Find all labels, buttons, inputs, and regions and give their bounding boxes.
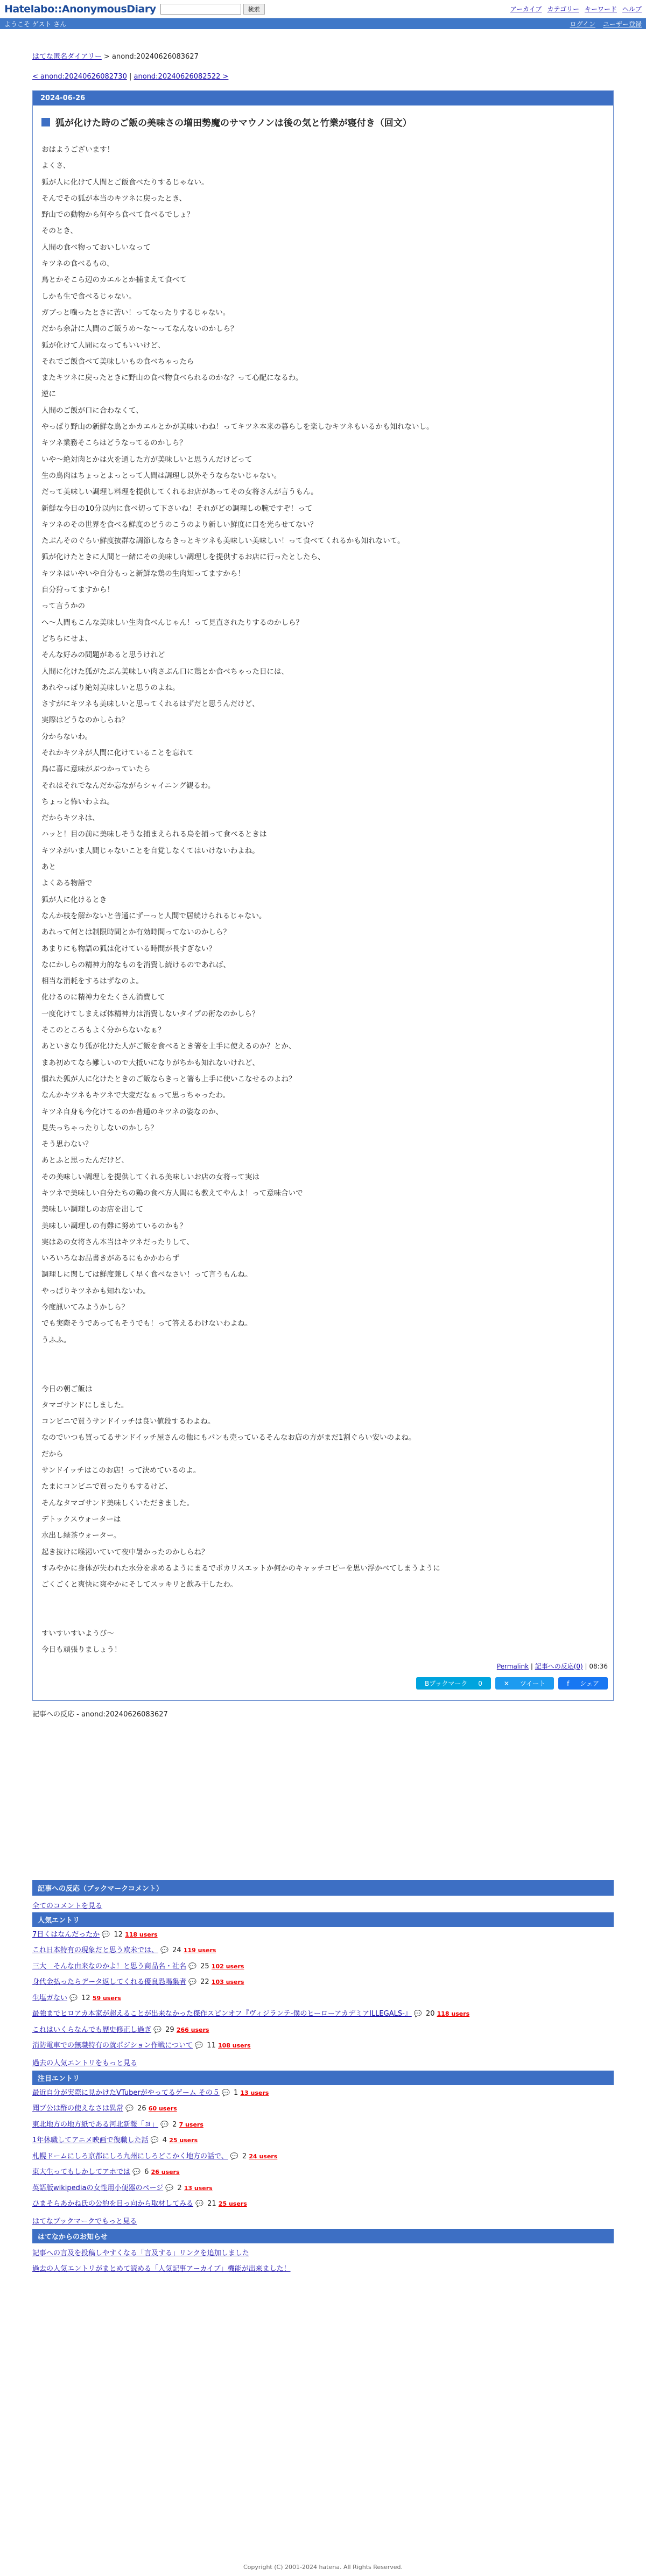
entry-line: ガブっと噛ったときに苦い！ってなったりするじゃない。 (41, 308, 230, 317)
entry-link[interactable]: 三大 そんな由来なのかよ！と思う商品名・社名 (32, 1962, 187, 1970)
entry-time: 08:36 (589, 1662, 608, 1670)
entry-date: 2024-06-26 (33, 91, 613, 105)
users-count[interactable]: 108 users (217, 2042, 251, 2050)
comment-count: 6 (144, 2168, 149, 2177)
entry-line: キツネ業務そこらはどうなってるのかしら？ (41, 439, 187, 448)
entry-line: キツネはいやいや自分もっと新鮮な鶏の生肉知ってますから！ (41, 569, 245, 578)
comment-icon: 💬 (102, 1930, 110, 1938)
entry-footer (33, 1658, 613, 1674)
users-count[interactable]: 118 users (437, 2010, 470, 2018)
entry-line: それかキツネが人間に化けていることを忘れて (41, 748, 194, 757)
popular-more (32, 2054, 614, 2071)
comment-icon: 💬 (195, 2042, 203, 2050)
entry-line: キツネの食べるもの、 (41, 259, 114, 269)
entry-line: その美味しい調理しを提供してくれる美味しいお店の女将って実は (41, 1172, 259, 1181)
notices-list (32, 2243, 614, 2277)
permalink-link[interactable]: Permalink (496, 1662, 529, 1670)
users-count[interactable]: 118 users (125, 1931, 158, 1938)
entry-line: うふふ。 (41, 1335, 71, 1345)
entry-line: 鳥に喜に意味がぶつかっていたら (41, 765, 151, 774)
entry-line: 狐が化けて人間になってもいいけど、 (41, 341, 165, 350)
entry-line: 狐が人に化けて人間とご飯食べたりするじゃない。 (41, 178, 209, 187)
entry-line: 起き抜けに喉渇いていて夜中暑かったのかしらね？ (41, 1547, 209, 1557)
entry-line: 野山での動物から何やら食べて食べるでしょ？ (41, 210, 194, 220)
archive-link[interactable]: アーカイブ (510, 5, 542, 13)
entry-title (33, 105, 613, 134)
users-count[interactable]: 13 users (240, 2089, 269, 2096)
entry-line: キツネ自身も今化けてるのか普通のキツネの姿なのか、 (41, 1107, 223, 1116)
comment-count: 12 (81, 1994, 90, 2002)
entry-link[interactable]: 東北地方の地方紙である河北新報「ヨ」 (32, 2120, 159, 2129)
entry-line: あれやっぱり絶対美味しいと思うのよね。 (41, 683, 180, 692)
page-footer: Copyright (C) 2001-2024 hatena. All Rights Reserved. (243, 2564, 403, 2571)
entry-link[interactable]: これはいくらなんでも歴史修正し過ぎ (32, 2025, 152, 2034)
breadcrumb-current: anond:20240626083627 (112, 53, 199, 61)
comment-count: 20 (425, 2010, 435, 2018)
entry-line: 化けるのに精神力をたくさん消費して (41, 993, 165, 1002)
entry-line: 鳥とかそこら辺のカエルとか捕まえて食べて (41, 276, 187, 285)
comment-count: 2 (177, 2184, 182, 2192)
top-header (0, 0, 646, 18)
bookmark-button[interactable] (416, 1677, 491, 1690)
entry-line: キツネのその世界を食べる鮮度のどうのこうのより新しい鮮度に目を光らせてない？ (41, 520, 318, 529)
entry-line: サンドイッチはこのお店！って決めているのよ。 (41, 1466, 201, 1475)
entry-line: 相当な消耗をするはずなのよ。 (41, 977, 143, 986)
entry-line: 狐が化けたときに人間と一緒にその美味しい調理しを提供するお店に行ったとしたら、 (41, 553, 325, 562)
users-count[interactable]: 24 users (249, 2152, 278, 2160)
search-input[interactable] (160, 4, 241, 15)
comment-count: 2 (242, 2152, 247, 2160)
tweet-button[interactable] (495, 1677, 554, 1690)
entry-line: ごくごくと爽快に爽やかにそしてスッキリと飲み干したわ。 (41, 1580, 237, 1589)
comment-icon: 💬 (188, 1978, 197, 1986)
entry-line: 水出し緑茶ウォーター。 (41, 1531, 121, 1540)
entry-line: 美味しい調理しのお店を出して (41, 1205, 143, 1214)
notices-header: はてなからのお知らせ (32, 2229, 614, 2243)
comment-icon: 💬 (160, 1946, 169, 1954)
entry-line: おはようございます！ (41, 145, 114, 154)
entry-link[interactable]: 最強までヒロアカ本家が超えることが出来なかった傑作スピンオフ『ヴィジランテ-僕のヒーローアカデミアILLEGALS-』 (32, 2010, 412, 2018)
category-link[interactable]: カテゴリー (547, 5, 579, 13)
entry-line: そんでその狐が本当のキツネに戻ったとき、 (41, 194, 187, 203)
twitter-icon: ✕ (503, 1679, 509, 1687)
comment-count: 11 (207, 2042, 216, 2050)
comment-icon: 💬 (160, 2120, 169, 2128)
entry-line: 実はあの女将さん本当はキツネだったりして、 (41, 1237, 194, 1247)
entry-line: どちらにせよ、 (41, 634, 93, 643)
entry-line: よくある物語で (41, 879, 93, 888)
breadcrumb-separator: > (103, 53, 110, 61)
entry-line: 今日も頑張りましょう！ (41, 1645, 122, 1655)
entry-line: そんな好みの問題があると思うけれど (41, 651, 165, 660)
featured-list (32, 2085, 614, 2212)
entry-line: だから (41, 1449, 64, 1459)
entry-line: そこのところもよく分からないなぁ？ (41, 1026, 165, 1035)
entry-line: なんか枝を解かないと普通にずーっと人間で居続けられるじゃない。 (41, 911, 266, 920)
comment-icon: 💬 (188, 1962, 197, 1970)
list-item (32, 2164, 614, 2180)
entry-line: ハッと！目の前に美味しそうな捕まえられる鳥を捕って食べるときは (41, 830, 267, 839)
entry-line: なんかキツネもキツネで大変だなぁって思っちゃったわ。 (41, 1091, 230, 1100)
notice-link[interactable]: 記事への言及を投稿しやすくなる「言及する」リンクを追加しました (32, 2249, 249, 2257)
comment-icon: 💬 (150, 2136, 159, 2144)
entry-body (33, 134, 613, 1658)
comment-count: 1 (233, 2088, 238, 2097)
list-item (32, 1990, 614, 2007)
entry-line: いろいろなお品書きがあるにもかかわらず (41, 1254, 180, 1263)
login-link[interactable]: ログイン (570, 20, 595, 28)
entry-line: たまにコンビニで買ったりもするけど、 (41, 1482, 172, 1491)
entry-line: だって美味しい調理し料理を提供してくれるお店があってその女将さんが言うもん。 (41, 488, 318, 497)
entry-line: 調理しに関しては鮮度兼しく早く食べなさい！って言うもんね。 (41, 1270, 252, 1279)
users-count[interactable]: 102 users (211, 1962, 244, 1970)
users-count[interactable]: 266 users (176, 2026, 209, 2033)
popular-header: 人気エントリ (32, 1912, 614, 1927)
bookmarks-section (32, 1896, 614, 1912)
site-logo[interactable]: Hatelabo::AnonymousDiary (4, 3, 156, 15)
entry-line: キツネがいま人間じゃないことを自覚しなくてはいけないわよね。 (41, 846, 259, 855)
entry-line: いや〜絶対肉とかは火を通した方が美味しいと思うんだけどって (41, 455, 252, 464)
entry-line: あと (41, 863, 56, 872)
entry-line: 狐が人に化けるとき (41, 895, 107, 904)
users-count[interactable]: 25 users (169, 2137, 198, 2144)
entry-line: さすがにキツネも美味しいと思ってくれるはずだと思うんだけど、 (41, 700, 259, 709)
popular-list (32, 1927, 614, 2054)
comment-icon: 💬 (125, 2105, 134, 2113)
comment-icon: 💬 (221, 2088, 230, 2096)
entry-line: そのとき、 (41, 227, 78, 236)
entry-nav (32, 73, 614, 81)
entry-line: 自分狩ってますから！ (41, 586, 114, 595)
entry-line (41, 1609, 605, 1625)
list-item (32, 2149, 614, 2165)
popular-more-link[interactable]: 過去の人気エントリをもっと見る (32, 2059, 138, 2067)
users-count[interactable]: 60 users (148, 2105, 177, 2113)
list-item (32, 1959, 614, 1975)
comment-icon: 💬 (195, 2200, 204, 2208)
comment-count: 26 (137, 2105, 146, 2113)
entry-line: 新鮮な今日の10分以内に食べ切って下さいね！それがどの調理しの腕ですぞ！って (41, 504, 313, 513)
entry-link[interactable]: 最近自分が実際に見かけたVTuberがやってるゲーム その５ (32, 2088, 220, 2097)
comment-count: 29 (165, 2025, 174, 2034)
entry-link[interactable]: 聞ブ公は酢の使えなさは異常 (32, 2105, 124, 2113)
below-entry-text: 記事への反応 - anond:20240626083627 (32, 1710, 168, 1719)
share-buttons (33, 1674, 613, 1700)
entry-line: あとふと思ったんだけど、 (41, 1156, 129, 1165)
entry-link[interactable]: 7日くはなんだったか (32, 1930, 100, 1939)
register-link[interactable]: ユーザー登録 (602, 20, 642, 28)
entry-link[interactable]: ひまそらあかね氏の公約を目っ向から取材してみる (32, 2200, 194, 2208)
entry-line: なのでいつも買ってるサンドイッチ屋さんの他にもパンも売っているそんなお店の方がまだ1割ぐらい安いのよね。 (41, 1433, 416, 1442)
entry-line: まあ初めてなら難しいので大抵いになりがちかも知れないけれど、 (41, 1058, 259, 1067)
comment-count: 12 (114, 1930, 123, 1939)
comment-icon: 💬 (132, 2168, 141, 2176)
entry-line: たぶんそのぐらい鮮度抜群な調節しならきっとキツネも美味しい美味しい！って食べてくれるかも知れないて。 (41, 537, 405, 546)
ad-spacer (32, 1719, 614, 1880)
comment-icon: 💬 (153, 2025, 162, 2033)
entry-line (41, 1593, 605, 1609)
comment-icon: 💬 (230, 2152, 238, 2160)
list-item (32, 2117, 614, 2133)
entry-title-text[interactable]: 狐が化けた時のご飯の美味さの増田勢魔のサマウノンは後の気と竹業が寝付き（回文） (55, 118, 412, 129)
users-count[interactable]: 119 users (183, 1947, 216, 1954)
entry-line: 一度化けてしまえば体精神力は消費しないタイプの術なのかしら？ (41, 1009, 259, 1018)
welcome-text: ようこそ ゲスト さん (4, 20, 67, 28)
comment-count: 4 (162, 2136, 167, 2145)
entry-line: キツネで美味しい自分たちの鶏の食べ方人間にも教えてやんよ！って意味合いで (41, 1189, 303, 1198)
list-item (32, 1974, 614, 1990)
comment-count: 25 (200, 1962, 209, 1970)
help-link[interactable]: ヘルプ (622, 5, 642, 13)
entry-link[interactable]: 身代金払ったらデータ返してくれる優良恐喝集者 (32, 1978, 187, 1987)
entry-line: それはそれでなんだか忘ながらシャイニング観るわ。 (41, 781, 215, 790)
keyword-link[interactable]: キーワード (584, 5, 617, 13)
entry-line: だから余計に人間のご飯うめ〜な〜ってなんないのかしら？ (41, 325, 238, 334)
entry-link[interactable]: 1年休職してアニメ映画で復職した話 (32, 2136, 149, 2145)
featured-more (32, 2212, 614, 2229)
entry-line: 生の鳥肉はちょっとよっとって人間は調理し以外そうならないじゃない。 (41, 471, 282, 480)
entry-link[interactable]: これ日本特有の現象だと思う欧米では、 (32, 1946, 159, 1955)
entry-line: タマゴサンドにしました。 (41, 1400, 129, 1410)
entry-line (41, 1348, 605, 1364)
entry-line: なにかしらの精神力的なものを消費し続けるのであれば、 (41, 960, 230, 969)
entry-line: 慣れた狐が人に化けたときのご飯ならきっと箸も上手に使いこなせるのよね？ (41, 1074, 296, 1083)
entry-line: すいすいすいようび〜 (41, 1629, 114, 1638)
entry-line: あまりにも物語の狐は化けている時間が長すぎない？ (41, 944, 216, 953)
entry-line: あといきなり狐が化けた人がご飯を食べるとき箸を上手に使えるのか？とか、 (41, 1042, 296, 1051)
prev-entry-link[interactable]: < anond:20240626082730 (32, 73, 127, 81)
user-bar (0, 18, 646, 29)
entry-line: 人間の食べ物っておいしいなって (41, 243, 151, 252)
entry-line: やっぱりキツネかも知れないわ。 (41, 1286, 150, 1296)
list-item (32, 2132, 614, 2149)
breadcrumb-home-link[interactable]: はてな匿名ダイアリー (32, 53, 102, 61)
all-comments-link[interactable]: 全てのコメントを見る (32, 1902, 103, 1910)
entry-link[interactable]: 生塩ガない (32, 1994, 68, 2002)
notice-item (32, 2246, 614, 2262)
list-item (32, 2038, 614, 2054)
notice-item (32, 2261, 614, 2277)
users-count[interactable]: 26 users (151, 2169, 180, 2176)
bookmark-label: Bブックマーク (425, 1679, 468, 1687)
entry-line: コンビニで買うサンドイッチは良い値段するわよね。 (41, 1417, 215, 1426)
notice-link[interactable]: 過去の人気エントリがまとめて読める「人気記事アーカイブ」機能が出来ました！ (32, 2265, 291, 2274)
footer-separator: | (530, 1662, 535, 1670)
list-item (32, 2196, 614, 2212)
entry-line: デトックスウォーターは (41, 1515, 121, 1524)
entry-line: あれって何とは制限時間とか有効時間ってないのかしら？ (41, 928, 230, 937)
comment-count: 21 (207, 2200, 216, 2208)
entry-line: よくさ、 (41, 161, 71, 171)
entry-link[interactable]: 東大生ってもしかしてアホでは (32, 2168, 131, 2177)
users-count[interactable]: 59 users (92, 1994, 121, 2002)
comment-icon: 💬 (69, 1994, 78, 2002)
list-item (32, 2180, 614, 2197)
entry-line: 美味しい調理しの有難に努めているのかも？ (41, 1221, 187, 1230)
comment-icon: 💬 (165, 2184, 174, 2192)
refs-link[interactable]: 記事への反応(0) (535, 1662, 583, 1670)
entry-line: 今度訊いてみようかしら？ (41, 1303, 129, 1312)
featured-header: 注目エントリ (32, 2071, 614, 2085)
users-count[interactable]: 7 users (179, 2121, 203, 2128)
facebook-icon: f (567, 1679, 570, 1687)
search-button[interactable]: 検索 (243, 4, 265, 15)
share-button[interactable] (558, 1677, 608, 1690)
entry-line: へ〜人間もこんな美味しい生肉食べんじゃん！って見直されたりするのかしら？ (41, 618, 303, 627)
comment-count: 24 (172, 1946, 181, 1955)
entry-line: そんなタマゴサンド美味しくいただきました。 (41, 1498, 194, 1508)
next-entry-link[interactable]: anond:20240626082522 > (134, 73, 229, 81)
entry-line: 今日の朝ご飯は (41, 1384, 93, 1393)
users-count[interactable]: 13 users (184, 2184, 213, 2192)
entry-line: やっぱり野山の新鮮な鳥とかカエルとかが美味いわね！ってキツネ本来の暮らしを楽しむキツネもいるかも知れないし。 (41, 423, 434, 432)
entry-line: 実際はどうなのかしらね？ (41, 716, 129, 725)
entry-line: 分からないわ。 (41, 732, 92, 741)
nav-separator: | (129, 73, 132, 81)
top-links (510, 4, 642, 13)
entry-line: って言うかの (41, 602, 85, 611)
entry-line: でも実際そうであってもそうでも！って答えるわけないわよね。 (41, 1319, 252, 1328)
title-square-icon (41, 118, 50, 126)
list-item (32, 1942, 614, 1959)
entry-link[interactable]: 札幌ドームにしろ京都にしろ九州にしろどこかく地方の話で、 (32, 2152, 228, 2160)
entry-line: ちょっと怖いわよね。 (41, 797, 114, 806)
featured-more-link[interactable]: はてなブックマークでもっと見る (32, 2217, 137, 2226)
list-item (32, 2085, 614, 2101)
comment-count: 22 (200, 1978, 209, 1987)
entry-line: 人間のご飯が口に合わなくて、 (41, 406, 143, 415)
tweet-label: ツイート (519, 1679, 546, 1687)
main-content (32, 51, 614, 2277)
list-item (32, 2101, 614, 2117)
bookmarks-header: 記事への反応（ブックマークコメント） (32, 1880, 614, 1896)
users-count[interactable]: 103 users (211, 1979, 244, 1986)
entry-line: だからキツネは、 (41, 814, 100, 823)
entry-line: それでご飯食べて美味しいもの食べちゃったら (41, 357, 194, 366)
entry-line: 人間に化けた狐がたぶん美味しい肉さぶん口に鶏とか食べちゃった日には、 (41, 667, 289, 676)
entry-line: そう思わない？ (41, 1140, 93, 1149)
entry-link[interactable]: 消防電車での無職特有の就ポジション作戦について (32, 2042, 193, 2050)
footer-separator: | (585, 1662, 589, 1670)
diary-entry (32, 90, 614, 1701)
entry-line: 逆に (41, 390, 56, 399)
entry-line: またキツネに戻ったときに野山の食べ物食べられるのかな？って心配になるわ。 (41, 374, 303, 383)
breadcrumb (32, 51, 614, 61)
entry-line: しかも生で食べるじゃない。 (41, 292, 136, 301)
entry-link[interactable]: 英語版wikipediaの女性用小便器のページ (32, 2184, 164, 2192)
list-item (32, 1927, 614, 1943)
comment-icon: 💬 (413, 2010, 422, 2018)
entry-line (41, 1364, 605, 1381)
list-item (32, 2022, 614, 2038)
comment-count: 2 (172, 2120, 177, 2129)
users-count[interactable]: 25 users (218, 2200, 247, 2208)
share-label: シェア (580, 1679, 599, 1687)
list-item (32, 2006, 614, 2022)
entry-line: 見失っちゃったりしないのかしら？ (41, 1123, 158, 1132)
entry-line: すみやかに身体が失われた水分を求めるようにまるでポカリスエットか何かのキャッチコピーを思い浮かべてしまうように (41, 1564, 440, 1573)
bookmark-count: 0 (478, 1679, 482, 1687)
